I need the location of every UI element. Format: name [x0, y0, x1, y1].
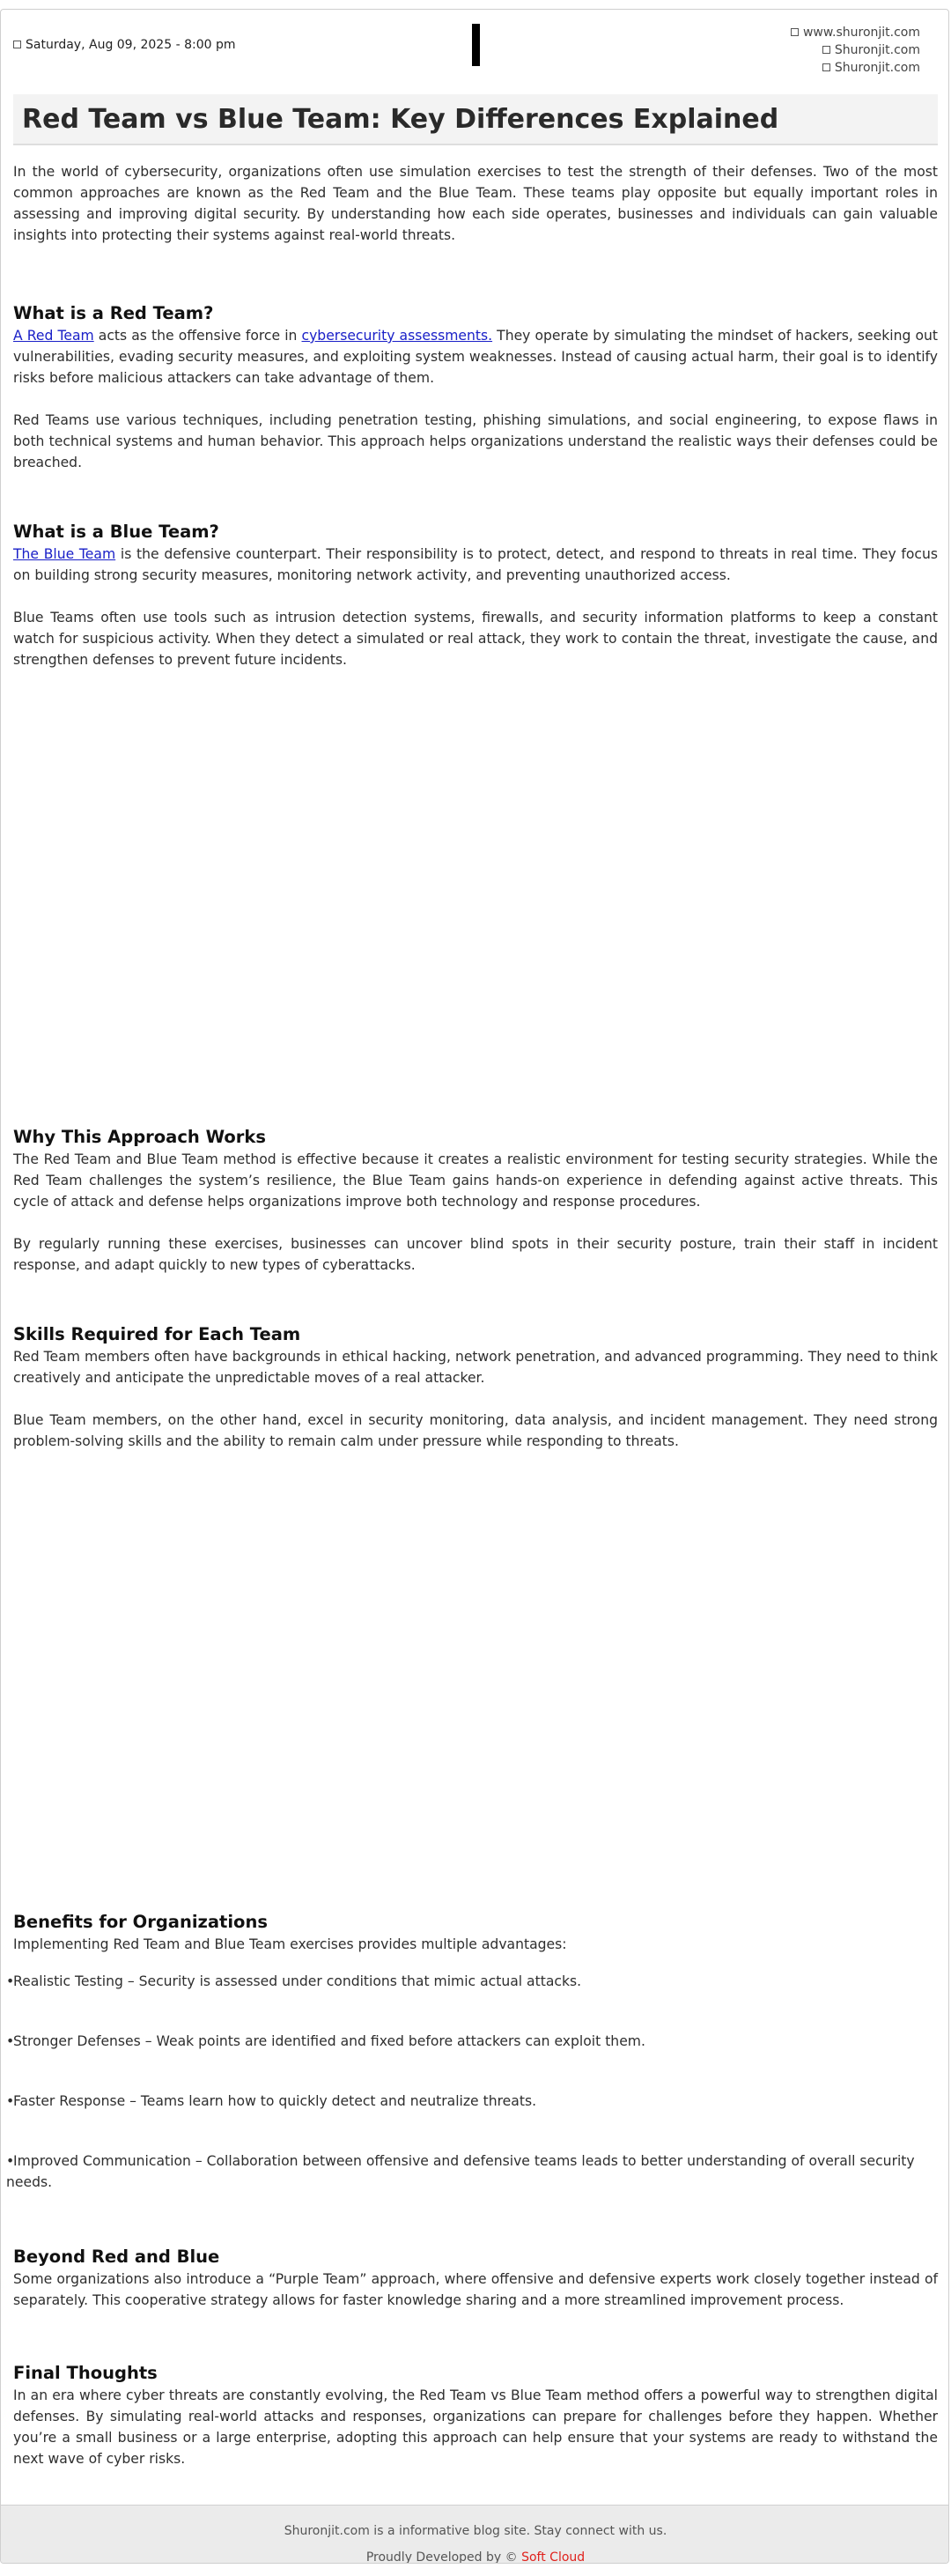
skills-section — [13, 1323, 938, 1452]
skills-paragraph-2: Blue Team members, on the other hand, excel in security monitoring, data analysis, and incident management. They need strong problem-solving skills and the ability to remain calm under pressure while responding to threats. — [13, 1412, 938, 1449]
list-item: •Stronger Defenses – Weak points are identified and fixed before attackers can exploit them. — [6, 2033, 645, 2049]
blue-team-paragraph-1: The Blue Team is the defensive counterpart. Their responsibility is to protect, detect, and respond to threats in real time. They focus on building strong security measures, monitoring network activity, and preventing unauthorized access. — [13, 546, 939, 583]
title-banner — [13, 94, 938, 145]
header-link-site-2[interactable]: Shuronjit.com — [791, 59, 920, 77]
red-team-paragraph-2: Red Teams use various techniques, including penetration testing, phishing simulations, and social engineering, to expose flaws in both technical systems and human behavior. This approach helps organizations understand the realistic ways their defenses could be breached. — [13, 412, 938, 470]
intro-section — [13, 161, 938, 246]
beyond-paragraph: Some organizations also introduce a “Purple Team” approach, where offensive and defensive experts work closely together instead of separately. This cooperative strategy allows for faster knowledge sharing and a more streamlined improvement process. — [13, 2271, 938, 2308]
date-display — [13, 38, 236, 52]
footer-credit: Proudly Developed by © Soft Cloud — [365, 2550, 586, 2564]
list-item: •Faster Response – Teams learn how to quickly detect and neutralize threats. — [6, 2093, 537, 2109]
page-title: Red Team vs Blue Team: Key Differences Explained — [22, 104, 779, 135]
page — [0, 9, 949, 2564]
beyond-heading: Beyond Red and Blue — [13, 2247, 220, 2267]
blue-team-section — [13, 521, 938, 670]
why-section — [13, 1126, 938, 1276]
link-icon — [822, 63, 830, 71]
benefits-section — [13, 1911, 938, 1955]
red-team-link[interactable]: A Red Team — [13, 328, 94, 344]
cybersecurity-assessments-link[interactable]: cybersecurity assessments. — [301, 328, 493, 344]
red-team-paragraph-1: A Red Team acts as the offensive force in cybersecurity assessments. They operate by simulating the mindset of hackers, seeking out vulnerabilities, evading security measures, and exploiting system weaknesses. Instead of causing actual harm, their goal is to identify risks before malicious attackers can take advantage of them. — [13, 328, 939, 386]
red-team-section — [13, 302, 938, 473]
benefits-intro: Implementing Red Team and Blue Team exercises provides multiple advantages: — [13, 1936, 567, 1952]
footer — [1, 2505, 949, 2564]
why-paragraph-1: The Red Team and Blue Team method is effective because it creates a realistic environment for testing security strategies. While the Red Team challenges the system’s resilience, the Blue Team gains hands-on experience in defending against active threats. This cycle of attack and defense helps organizations improve both technology and response procedures. — [13, 1151, 938, 1210]
final-section — [13, 2362, 938, 2469]
skills-paragraph-1: Red Team members often have backgrounds in ethical hacking, network penetration, and advanced programming. They need to think creatively and anticipate the unpredictable moves of a real attacker. — [13, 1349, 938, 1386]
header-links — [791, 24, 920, 77]
globe-icon — [791, 28, 799, 36]
why-paragraph-2: By regularly running these exercises, businesses can uncover blind spots in their security posture, train their staff in incident response, and adapt quickly to new types of cyberattacks. — [13, 1236, 938, 1273]
benefits-heading: Benefits for Organizations — [13, 1912, 268, 1932]
top-bar — [1, 10, 948, 80]
blue-team-link[interactable]: The Blue Team — [13, 546, 116, 562]
header-link-site[interactable]: Shuronjit.com — [791, 41, 920, 59]
footer-tagline: Shuronjit.com is a informative blog site. Stay connect with us. — [284, 2524, 667, 2538]
beyond-section — [13, 2246, 938, 2311]
site-logo[interactable] — [472, 24, 480, 66]
final-heading: Final Thoughts — [13, 2363, 158, 2383]
list-item: •Realistic Testing – Security is assessed under conditions that mimic actual attacks. — [6, 1973, 582, 1989]
why-heading: Why This Approach Works — [13, 1127, 266, 1147]
footer-brand-link[interactable]: Soft Cloud — [521, 2550, 586, 2564]
final-paragraph: In an era where cyber threats are constantly evolving, the Red Team vs Blue Team method offers a powerful way to strengthen digital defenses. By simulating real-world attacks and responses, organizations can prepare for challenges before they happen. Whether you’re a small business or a large enterprise, adopting this approach can help ensure that your systems are ready to withstand the next wave of cyber risks. — [13, 2387, 938, 2467]
red-team-heading: What is a Red Team? — [13, 303, 214, 323]
skills-heading: Skills Required for Each Team — [13, 1324, 301, 1344]
calendar-icon — [13, 41, 21, 48]
blue-team-paragraph-2: Blue Teams often use tools such as intrusion detection systems, firewalls, and security information platforms to keep a constant watch for suspicious activity. When they detect a simulated or real attack, they work to contain the threat, investigate the cause, and strengthen defenses to prevent future incidents. — [13, 610, 938, 668]
blue-team-heading: What is a Blue Team? — [13, 522, 219, 542]
date-text: Saturday, Aug 09, 2025 - 8:00 pm — [26, 38, 236, 52]
intro-paragraph: In the world of cybersecurity, organizations often use simulation exercises to test the strength of their defenses. Two of the most common approaches are known as the Red Team and the Blue Team. These teams play opposite but equally important roles in assessing and improving digital security. By understanding how each side operates, businesses and individuals can gain valuable insights into protecting their systems against real-world threats. — [13, 164, 938, 243]
link-icon — [822, 46, 830, 54]
list-item: •Improved Communication – Collaboration between offensive and defensive teams leads to better understanding of overall security needs. — [6, 2153, 915, 2190]
header-link-website[interactable]: www.shuronjit.com — [791, 24, 920, 41]
